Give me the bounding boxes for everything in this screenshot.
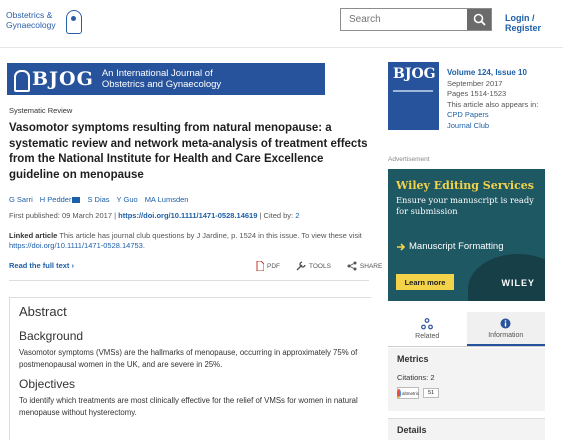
site-header — [0, 0, 563, 48]
cited-by-link[interactable]: 2 — [295, 211, 300, 220]
background-text: Vasomotor symptoms (VMSs) are the hallmarks of menopause, occurring in approximately 75% of postmenopausal women in the UK, and are severe in 25%. — [19, 348, 358, 369]
first-published-date: 09 March 2017 — [61, 211, 112, 220]
banner-subtitle-line1: An International Journal of — [101, 68, 213, 79]
advertisement-banner[interactable] — [388, 169, 545, 301]
read-full-text-link[interactable]: Read the full text › — [9, 261, 75, 270]
cpd-papers-link[interactable]: CPD Papers — [447, 110, 489, 119]
bjog-logo: BJOG — [14, 68, 94, 90]
tab-related[interactable]: Related — [388, 312, 467, 346]
issue-pages: Pages 1514-1523 — [447, 89, 507, 98]
info-icon — [500, 318, 511, 329]
details-heading[interactable]: Details — [388, 418, 545, 440]
ad-title: Wiley Editing Services — [396, 179, 534, 192]
altmetric-badge[interactable] — [397, 387, 536, 399]
ad-subtitle: Ensure your manuscript is ready for submission — [396, 195, 534, 216]
doi-link[interactable]: https://doi.org/10.1111/1471-0528.14619 — [118, 211, 258, 220]
author-link[interactable]: G Sarri — [9, 195, 33, 204]
search-box — [340, 8, 492, 31]
abstract-heading: Abstract — [19, 304, 67, 319]
pdf-button[interactable]: PDF — [256, 261, 280, 271]
share-icon — [347, 261, 357, 271]
ad-learn-more-button[interactable]: Learn more — [396, 274, 454, 290]
rcog-emblem-icon — [66, 10, 82, 34]
background-heading: Background — [19, 329, 84, 343]
issue-info — [447, 68, 563, 131]
author-link[interactable]: MA Lumsden — [144, 195, 189, 204]
metrics-heading: Metrics — [397, 354, 429, 364]
arrow-right-icon — [396, 242, 406, 252]
altmetric-logo: altmetric — [397, 387, 419, 399]
ad-feature: Manuscript Formatting — [396, 241, 504, 252]
wrench-icon — [296, 261, 306, 271]
linked-doi-link[interactable]: https://doi.org/10.1111/1471-0528.14753. — [9, 241, 145, 250]
tools-button[interactable]: TOOLS — [296, 261, 331, 271]
search-input[interactable] — [341, 9, 469, 30]
linked-article-text: This article has journal club questions by J Jardine, p. 1524 in this issue. To view these visit — [59, 231, 362, 240]
abstract-section — [9, 297, 371, 440]
publication-info: First published: 09 March 2017 | https://doi.org/10.1111/1471-0528.14619 | Cited by: 2 — [9, 211, 300, 220]
sidebar-tabs — [388, 312, 545, 347]
tab-information[interactable]: Information — [467, 312, 546, 346]
objectives-heading: Objectives — [19, 377, 76, 391]
logo-line2: Gynaecology — [6, 20, 56, 30]
cited-by-label: Cited by: — [263, 211, 294, 220]
cover-stripe — [393, 90, 433, 92]
first-published-label: First published: — [9, 211, 60, 220]
pdf-icon — [256, 261, 264, 271]
issue-date: September 2017 — [447, 78, 503, 88]
also-appears-label: This article also appears in: — [447, 99, 539, 109]
article-title: Vasomotor symptoms resulting from natural menopause: a systematic review and network meta-analysis of treatment effects from the National Institute for Health and Care Excellence guideline on menopause — [9, 122, 368, 181]
linked-article-label: Linked article — [9, 231, 58, 240]
article-tools — [256, 261, 382, 271]
share-button[interactable]: SHARE — [347, 261, 382, 271]
cover-logo: BJOG — [393, 66, 436, 82]
banner-subtitle-line2: Obstetrics and Gynaecology — [101, 79, 222, 90]
chevron-right-icon: › — [71, 261, 75, 270]
linked-article-note — [9, 231, 369, 251]
issue-cover[interactable] — [388, 62, 439, 130]
divider — [9, 280, 369, 281]
altmetric-score: 51 — [423, 388, 439, 398]
author-link[interactable]: Y Guo — [116, 195, 138, 204]
author-list — [9, 195, 188, 204]
email-icon[interactable] — [72, 197, 80, 203]
logo-line1: Obstetrics & — [6, 10, 53, 20]
journal-banner[interactable] — [7, 63, 325, 95]
article-type: Systematic Review — [9, 106, 73, 115]
advertisement-label: Advertisement — [388, 156, 430, 163]
search-icon — [473, 13, 486, 26]
society-logo[interactable] — [6, 10, 82, 34]
metrics-panel — [388, 348, 545, 411]
issue-volume-link[interactable]: Volume 124, Issue 10 — [447, 68, 527, 77]
wiley-logo: WILEY — [501, 278, 535, 288]
objectives-text: To identify which treatments are most clinically effective for the relief of VMSs for women in natural menopause without hysterectomy. — [19, 396, 358, 417]
login-register-link[interactable]: Login / Register — [505, 13, 542, 33]
related-icon — [421, 318, 433, 330]
author-link[interactable]: H Pedder — [40, 195, 81, 204]
author-link[interactable]: S Dias — [87, 195, 110, 204]
journal-club-link[interactable]: Journal Club — [447, 120, 490, 130]
search-button[interactable] — [467, 9, 491, 30]
altmetric-donut-icon — [397, 389, 401, 398]
citations-count: Citations: 2 — [397, 373, 435, 382]
